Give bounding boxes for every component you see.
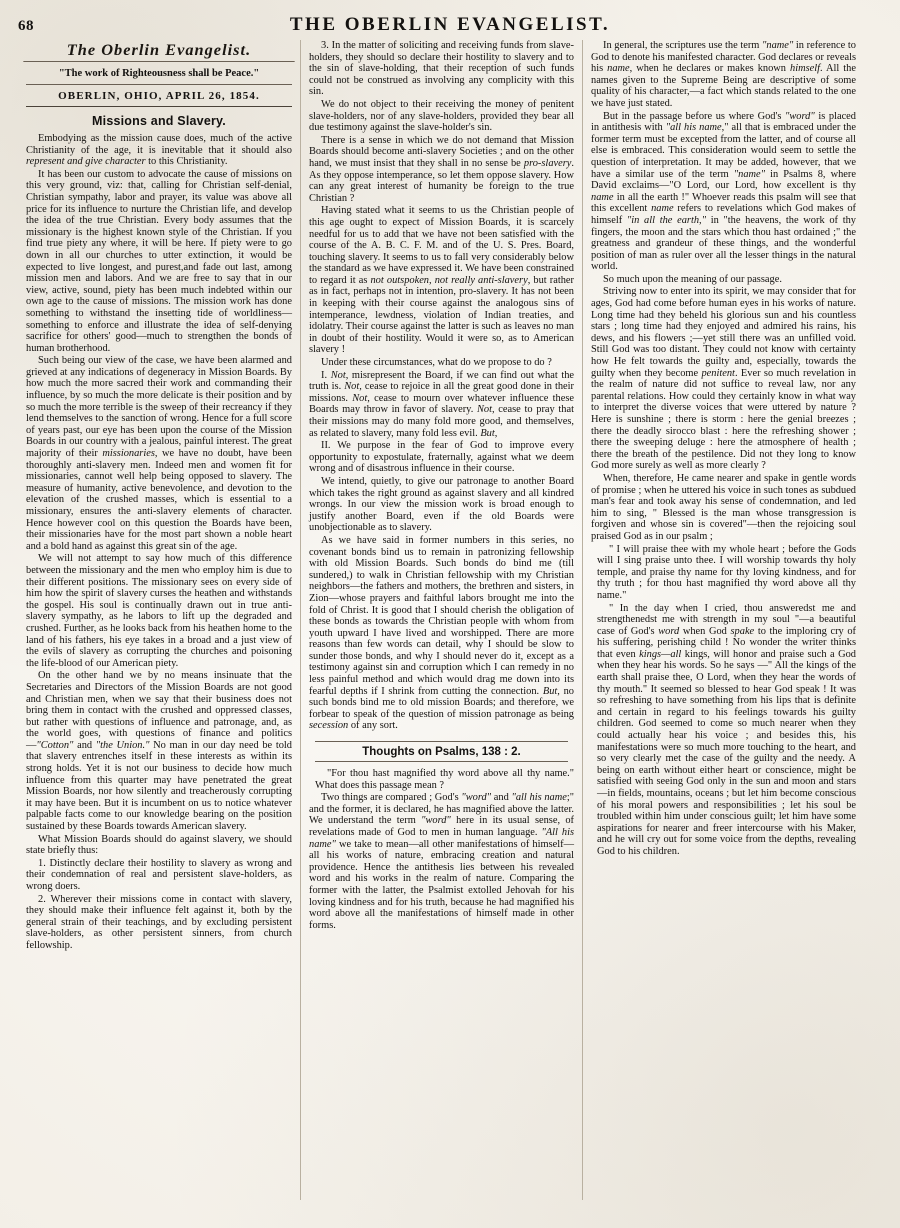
nameplate-title: The Oberlin Evangelist.: [23, 40, 294, 62]
article1-paragraph: We will not attempt to say how much of this difference between the missionary and the men who employ him is due to their different positions. The missionary sees on every side of him how the spirit of slavery curses the heathen and withstands the gospel. His soul is continually drawn out in true anti-slavery sympathy, as he labors to lift up the degraded and crushed. Further, as he looks back from his heathen home to the land of his fathers, his eye takes in a broad and a just view of the evils of slavery as corrupting the churches and poisoning the life-blood of our American piety.: [26, 553, 292, 669]
column-container: [18, 40, 882, 1200]
nameplate-dateline: OBERLIN, OHIO, APRIL 26, 1854.: [26, 85, 292, 107]
article1-paragraph: 3. In the matter of soliciting and receiving funds from slave-holders, they should so declare their hostility to slavery and to the sin of slave-holding, that their reception of such funds could not be construed as involving any complicity with this sin.: [309, 40, 574, 98]
article2-paragraph: But in the passage before us where God's "word" is placed in antithesis with "all his name," all that is embraced under the former term must be excepted from the latter, and of course all else is embraced. This consideration would seem to settle the question of interpretation. It may be added, however, that we have a similar use of the term "name" in Psalms 8, where David exclaims—"O Lord, our Lord, how excellent is thy name in all the earth !" Whoever reads this psalm will see that this excellent name refers to revelations which God makes of himself "in all the earth," in "the heavens, the work of thy fingers, the moon and the stars which thou hast ordained ;" the greatness and grandeur of these things, and the wonderful position of man as ruler over all the lesser things in the natural world.: [591, 110, 857, 273]
article1-paragraph: I. Not, misrepresent the Board, if we can find out what the truth is. Not, cease to rejoice in all the great good done in their missions. Not, cease to mourn over whatever influence these Boards may throw in favor of slavery. Not, cease to pray that their missions may do many fold more good, and themselves, as related to slavery, many fold less evil. But,: [309, 369, 575, 439]
article1-paragraph: We intend, quietly, to give our patronage to another Board which takes the right ground as against slavery and all kindred wrongs. In our view the mission work is broad enough to justify another Board, even if the old Boards were unobjectionable as to slavery.: [309, 475, 574, 534]
article2-paragraph: When, therefore, He came nearer and spake in gentle words of promise ; when he uttered his voice in such tones as subdued man's fear and took away his sense of condemnation, and led him to sing, " Blessed is the man whose transgression is forgiven and whose sin is covered"—then the rejoicing soul praised God as in our psalm ;: [591, 472, 856, 542]
article1-paragraph: Embodying as the mission cause does, much of the active Christianity of the age, it is inevitable that it should also represent and give character to this Christianity.: [26, 133, 292, 168]
article1-paragraph: What Mission Boards should do against slavery, we should state briefly thus:: [26, 833, 292, 857]
article-headline-missions: Missions and Slavery.: [92, 114, 226, 128]
article1-paragraph: Having stated what it seems to us the Christian people of this age ought to expect of Mission Boards, it is scarcely needful for us to add that we have not been satisfied with the course of the A. B. C. F. M. and of the U. S. Pres. Board, touching slavery. It seems to us to fall very considerably below the standard as we have expressed it. We have been constrained to regard it as not outspoken, not really anti-slavery, but rather as in fact, perhaps not in intention, pro-slavery. It has not been in keeping with their course against the analogous sins of intemperance, lewdness, violation of Indian treaties, and idolatry. Their course against the latter is such as leaves no man in doubt of their hostility. Would it were so, as to American slavery !: [309, 205, 575, 356]
article2-paragraph: Two things are compared ; God's "word" and "all his name;" and the former, it is declared, he has magnified above the latter. We understand the term "word" here in its usual sense, of revelations made of God to men in human language. "All his name" we take to mean—all other manifestations of himself—all his works of nature, embracing creation and natural providence. Hence the antithesis lies between his revealed word and his works in the realm of nature. Comparing the former with the latter, the Psalmist extolled Jehovah for his loving kindness and for his truth, because he had magnified his word above all the manifestations of himself made in other forms.: [309, 792, 574, 931]
article-headline-psalms: Thoughts on Psalms, 138 : 2.: [315, 741, 568, 762]
article2-paragraph: " In the day when I cried, thou answeredst me and strengthenedst me with strength in my soul "—a beautiful case of God's word when God spake to the imploring cry of his suffering, perishing child ! No wonder the writer thinks that even kings—all kings, will honor and praise such a God when they hear his words. So he says —" All the kings of the earth shall praise thee, O Lord, when they hear the words of thy mouth." It seemed so blessed to hear God speak ! It was so refreshing to have something from his lips that is definite and certain in regard to his feelings towards his guilty children. God seemed to come so much nearer when they could actually hear his voice ; and besides this, his manifestations were so much more touching to the heart, and so very clearly met the case of the guilty and the needy. A being on earth without either heart or conscience, might be satisfied with seeing God only in the sun and moon and stars—in fields, mountains, oceans ; but let him become conscious of his moral powers and responsibilities ; let his soul be troubled within him under conscious guilt; let him have some aspirations for nearer and freer intercourse with his Maker, and he will cry out for some voice from the depths, revealing God to his children.: [597, 602, 857, 857]
article1-paragraph: Under these circumstances, what do we propose to do ?: [321, 357, 552, 369]
column-2: [300, 40, 582, 1200]
article1-paragraph: On the other hand we by no means insinuate that the Secretaries and Directors of the Mission Boards are not good and Christian men, when we say that their business does not bring them in contact with the crushed and oppressed classes, but rather with questions of influence and patronage, and, as the world goes, with questions of finance and politics—"Cotton" and "the Union." No man in our day need be told that slavery entrenches itself in these interests as within its strong holds. Yet it is not our business to decide how much influence from this quarter may have penetrated the great Mission Boards, nor how silently and treacherously corrupting it may have been. But it is incumbent on us to notice whatever palpable facts come to our knowledge bearing on the position sustained by these Boards towards American slavery.: [26, 670, 292, 833]
article1-paragraph: Such being our view of the case, we have been alarmed and grieved at any indications of degeneracy in Mission Boards. By how much the more sacred their work and commanding their influence, by so much the more delicate is their position and by so much the more terrible is the sweep of their recreancy if they lend themselves to the sanction of wrong. Hence for a full score of years past, our eye has been upon the course of the Mission Boards in our country with a jealous, painful interest. The great majority of their missionaries, we have no doubt, have been thoroughly anti-slavery men. Indeed men and women fit for missionaries, cannot well help being opposed to slavery. The measure of humanity, active benevolence, and devotion to the elevation of the crushed masses, which is essential to a missionary, ensures the anti-slavery elements of character. Hence however cool on this question the Boards have been, their missionaries have for the most part shown a noble heart and a bold hand as against this great sin of the age.: [26, 355, 292, 552]
folio-number: 68: [18, 18, 34, 34]
article2-paragraph: " I will praise thee with my whole heart ; before the Gods will I sing praise unto thee. I will worship towards thy holy temple, and praise thy name for thy loving kindness, and for thy truth ; for thou hast magnified thy word above all thy name.": [597, 543, 856, 601]
article2-paragraph: Striving now to enter into its spirit, we may consider that for ages, God had come before human eyes in his works of nature. Long time had they beheld his glorious sun and his countless stars ; long time had they enjoyed and admired his rains, his dews, and his flowers ;—yet still there was an unfilled void. Still God was too distant. They could not know with certainty how He felt towards the guilty and, especially, towards the guilty when they become penitent. Ever so much revelation in the realm of nature did not suffice to reveal law, nor any parental relations. How could they certainly know in what way to interpret the diverse voices that were uttered by nature ? Here is sunshine ; there is storm : here the genial breezes ; there the deadly sirocco blast : here the refreshing shower ; there the sweeping deluge : here the atmosphere of health ; there the breath of the pestilence. Did not they long to know God more surely as well as more clearly ?: [591, 286, 856, 472]
article1-paragraph: 1. Distinctly declare their hostility to slavery as wrong and their condemnation of real and persistent slave-holders, as wrong doers.: [26, 857, 292, 892]
article1-paragraph: II. We purpose in the fear of God to improve every opportunity to expostulate, fraternally, against what we deem wrong and of disastrous influence in their course.: [309, 440, 574, 475]
page-header: [18, 14, 882, 34]
article1-paragraph: It has been our custom to advocate the cause of missions on this very ground, viz: that, calling for Christian self-denial, Christian sympathy, labor and prayer, its value was above all price for its influence to nurture the Christian life, and develop the idea of the true Christian. Every body assumes that the missionary is the highest known style of the Christian. If you find true piety any where, it will be here. If piety were to go down in all our churches to utter extinction, it would be expected to live longest, and purest,and fade out last, among mission men and labors. And we are free to say that in our view, active, sound, piety has been much indebted within our own age to the cause of missions. The mission work has done something to withstand the insetting tide of worldliness—something to enforce and illustrate the idea of self-denying sacrifice for others' good—much to strengthen the bonds of human brotherhood.: [26, 168, 292, 354]
article2-paragraph: In general, the scriptures use the term "name" in reference to God to denote his manifested character. God declares or reveals his name, when he declares or makes known himself. All the names given to the Supreme Being are descriptive of some quality of his character,—a fact which stands related to the one we have just stated.: [591, 40, 857, 109]
article1-paragraph: We do not object to their receiving the money of penitent slave-holders, nor of any slave-holders, provided they bear all due testimony against the slave-holder's sin.: [309, 98, 574, 134]
column-1: [18, 40, 300, 1200]
column-3: [582, 40, 864, 1200]
article1-paragraph: There is a sense in which we do not demand that Mission Boards should become anti-slavery Societies ; and on the other hand, we must insist that they shall in no sense be pro-slavery. As they oppose intemperance, so let them oppose slavery. How can any great interest of humanity be foreign to the true Christian ?: [309, 134, 574, 204]
paper-title: THE OBERLIN EVANGELIST.: [289, 14, 611, 35]
article1-paragraph: 2. Wherever their missions come in contact with slavery, they should make their influence felt against it, both by the general strain of their teachings, and by excluding persistent slave-holders, as other persistent sinners, from church fellowship.: [26, 893, 292, 951]
article2-paragraph: "For thou hast magnified thy word above all thy name." What does this passage mean ?: [315, 768, 574, 791]
article2-paragraph: So much upon the meaning of our passage.: [603, 273, 782, 285]
article1-paragraph: As we have said in former numbers in this series, no covenant bonds bind us to remain in patronizing fellowship with old Mission Boards. Such bonds do bind me (till sundered,) to walk in Christian fellowship with my Christian neighbors—the fathers and mothers, the brethren and sisters, in Zion—whose prayers and faithful labors brought me into the fold of Christ. It is good that I should cherish the obligation of these bonds as towards the Christian people with whom from youth upward I have lived and worshipped. There are more reasons than few words can detail, why I should be slow to sunder those bonds, and why I should never do it, except as a testimony against sin and corruption which I can remedy in no less painful method and which would drag me down into its fearful depths if I shrink from cutting the connection. But, no such bonds bind me to old mission Boards; and therefore, we forbear to speak of the question of mission patronage as being secession of any sort.: [309, 534, 574, 732]
nameplate-motto: "The work of Righteousness shall be Peace.": [26, 62, 292, 85]
